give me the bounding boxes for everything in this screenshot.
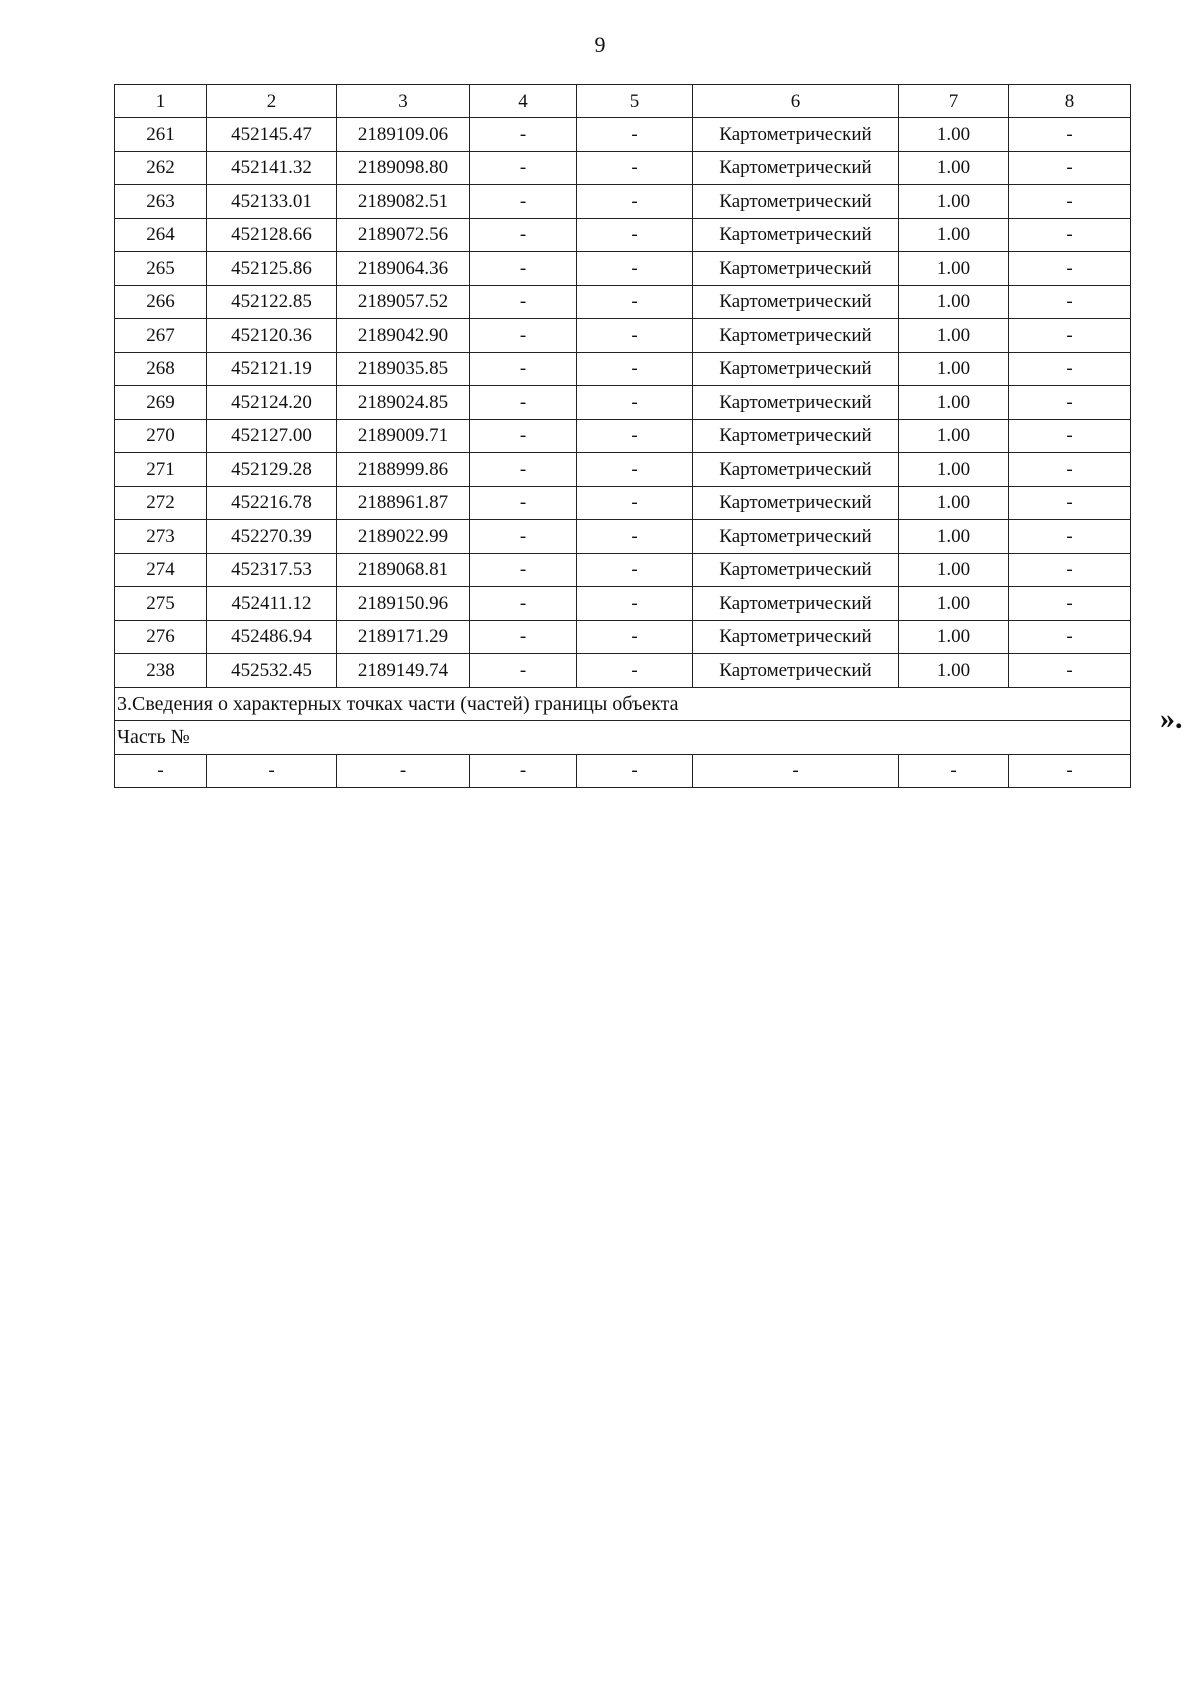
table-cell-col-3: 3 xyxy=(337,85,470,118)
table-cell-col-5: - xyxy=(577,252,693,286)
table-cell-col-4: - xyxy=(470,486,577,520)
table-cell-col-3: 2189082.51 xyxy=(337,185,470,219)
table-cell-col-6: Картометрический xyxy=(693,553,899,587)
table-cell-col-8: - xyxy=(1009,218,1131,252)
table-cell-col-5: - xyxy=(577,319,693,353)
coordinates-table xyxy=(114,84,1131,788)
table-cell-col-3: 2189024.85 xyxy=(337,386,470,420)
table-cell-col-7: 1.00 xyxy=(899,553,1009,587)
table-cell-col-7: 1.00 xyxy=(899,386,1009,420)
table-cell-col-3: 2189149.74 xyxy=(337,654,470,688)
table-cell-col-5: - xyxy=(577,151,693,185)
table-cell-col-8: - xyxy=(1009,252,1131,286)
table-cell-col-6: Картометрический xyxy=(693,285,899,319)
table-cell-col-8: - xyxy=(1009,319,1131,353)
table-cell-col-4: - xyxy=(470,587,577,621)
table-cell-col-2: 452532.45 xyxy=(207,654,337,688)
table-cell-col-8: - xyxy=(1009,754,1131,788)
table-cell-col-5: - xyxy=(577,419,693,453)
table-cell-col-8: - xyxy=(1009,352,1131,386)
table-cell-col-6: Картометрический xyxy=(693,587,899,621)
table-cell-col-7: 1.00 xyxy=(899,419,1009,453)
table-cell-col-5: - xyxy=(577,654,693,688)
table-cell-col-8: - xyxy=(1009,620,1131,654)
table-cell-col-4: - xyxy=(470,118,577,152)
table-cell-col-7: 1.00 xyxy=(899,218,1009,252)
table-cell-col-8: - xyxy=(1009,118,1131,152)
table-cell-col-3: 2188999.86 xyxy=(337,453,470,487)
table-row xyxy=(115,553,1131,587)
table-cell-col-3: 2189035.85 xyxy=(337,352,470,386)
table-cell-col-6: Картометрический xyxy=(693,319,899,353)
table-cell-col-6: Картометрический xyxy=(693,620,899,654)
table-cell-col-1: 273 xyxy=(115,520,207,554)
table-cell-col-8: - xyxy=(1009,419,1131,453)
table-cell-col-1: 267 xyxy=(115,319,207,353)
table-cell-col-6: Картометрический xyxy=(693,486,899,520)
table-cell-col-1: 276 xyxy=(115,620,207,654)
table-cell-col-6: Картометрический xyxy=(693,151,899,185)
table-cell-col-5: - xyxy=(577,587,693,621)
table-cell-col-8: - xyxy=(1009,151,1131,185)
table-cell-col-2: 452122.85 xyxy=(207,285,337,319)
table-cell-col-7: 1.00 xyxy=(899,285,1009,319)
table-cell-col-4: - xyxy=(470,453,577,487)
table-cell-col-7: 1.00 xyxy=(899,185,1009,219)
table-cell-col-8: - xyxy=(1009,486,1131,520)
closing-quote-mark: ». xyxy=(1160,702,1183,735)
table-row xyxy=(115,319,1131,353)
table-cell-col-2: 452317.53 xyxy=(207,553,337,587)
table-cell-col-1: 269 xyxy=(115,386,207,420)
table-cell-col-7: 1.00 xyxy=(899,319,1009,353)
table-cell-col-8: - xyxy=(1009,654,1131,688)
table-cell-col-4: - xyxy=(470,319,577,353)
table-cell-col-3: - xyxy=(337,754,470,788)
table-cell-col-1: 263 xyxy=(115,185,207,219)
section-title-row xyxy=(115,687,1131,721)
part-label-row xyxy=(115,721,1131,755)
table-row xyxy=(115,218,1131,252)
table-cell-col-2: - xyxy=(207,754,337,788)
table-cell-col-3: 2189064.36 xyxy=(337,252,470,286)
table-cell-col-1: 274 xyxy=(115,553,207,587)
table-cell-col-8: 8 xyxy=(1009,85,1131,118)
table-row xyxy=(115,486,1131,520)
table-cell-col-1: 238 xyxy=(115,654,207,688)
table-cell-col-3: 2189072.56 xyxy=(337,218,470,252)
table-cell-col-3: 2189068.81 xyxy=(337,553,470,587)
table-cell-col-5: 5 xyxy=(577,85,693,118)
table-cell-col-5: - xyxy=(577,520,693,554)
table-cell-col-5: - xyxy=(577,453,693,487)
table-cell-col-4: 4 xyxy=(470,85,577,118)
table-cell-col-2: 452124.20 xyxy=(207,386,337,420)
table-cell-col-7: 7 xyxy=(899,85,1009,118)
table-cell-col-3: 2189171.29 xyxy=(337,620,470,654)
table-cell-col-1: 272 xyxy=(115,486,207,520)
table-cell-col-2: 452133.01 xyxy=(207,185,337,219)
table-cell-col-4: - xyxy=(470,252,577,286)
table-cell-col-2: 452125.86 xyxy=(207,252,337,286)
table-cell-col-2: 2 xyxy=(207,85,337,118)
table-cell-col-8: - xyxy=(1009,553,1131,587)
table-cell-col-3: 2189057.52 xyxy=(337,285,470,319)
table-cell-col-3: 2188961.87 xyxy=(337,486,470,520)
table-cell-col-1: 1 xyxy=(115,85,207,118)
table-row xyxy=(115,620,1131,654)
table-row xyxy=(115,654,1131,688)
table-cell-col-6: - xyxy=(693,754,899,788)
table-cell-col-4: - xyxy=(470,419,577,453)
table-row xyxy=(115,520,1131,554)
table-row xyxy=(115,185,1131,219)
table-cell-col-7: 1.00 xyxy=(899,620,1009,654)
table-cell-col-8: - xyxy=(1009,386,1131,420)
table-cell-col-2: 452216.78 xyxy=(207,486,337,520)
table-cell-col-2: 452128.66 xyxy=(207,218,337,252)
table-cell-col-2: 452129.28 xyxy=(207,453,337,487)
table-cell-col-7: 1.00 xyxy=(899,118,1009,152)
table-row xyxy=(115,352,1131,386)
table-row xyxy=(115,118,1131,152)
table-row xyxy=(115,151,1131,185)
table-cell-col-3: 2189009.71 xyxy=(337,419,470,453)
table-cell-col-1: 266 xyxy=(115,285,207,319)
table-cell-col-4: - xyxy=(470,754,577,788)
table-cell-col-5: - xyxy=(577,118,693,152)
table-cell-col-3: 2189098.80 xyxy=(337,151,470,185)
table-cell-col-4: - xyxy=(470,654,577,688)
table-cell-col-3: 2189109.06 xyxy=(337,118,470,152)
table-row xyxy=(115,285,1131,319)
table-cell-col-2: 452145.47 xyxy=(207,118,337,152)
table-cell-col-7: 1.00 xyxy=(899,151,1009,185)
table-row xyxy=(115,419,1131,453)
table-empty-row xyxy=(115,754,1131,788)
table-cell-col-5: - xyxy=(577,185,693,219)
table-cell-col-8: - xyxy=(1009,520,1131,554)
table-body xyxy=(115,85,1131,788)
table-cell-col-7: 1.00 xyxy=(899,654,1009,688)
table-cell-col-3: 2189150.96 xyxy=(337,587,470,621)
table-cell-col-1: 261 xyxy=(115,118,207,152)
table-cell-col-4: - xyxy=(470,520,577,554)
table-cell-col-5: - xyxy=(577,352,693,386)
page-number: 9 xyxy=(594,32,606,57)
table-row xyxy=(115,453,1131,487)
table-header-row xyxy=(115,85,1131,118)
table-cell-col-1: - xyxy=(115,754,207,788)
table-cell-col-6: Картометрический xyxy=(693,352,899,386)
table-cell-col-2: 452270.39 xyxy=(207,520,337,554)
table-cell-col-6: Картометрический xyxy=(693,118,899,152)
table-cell-col-2: 452120.36 xyxy=(207,319,337,353)
table-cell-col-5: - xyxy=(577,486,693,520)
table-cell-col-6: Картометрический xyxy=(693,520,899,554)
table-cell-col-3: 2189022.99 xyxy=(337,520,470,554)
table-cell-col-6: Картометрический xyxy=(693,453,899,487)
table-cell-col-4: - xyxy=(470,620,577,654)
table-cell-col-6: Картометрический xyxy=(693,386,899,420)
table-cell-col-8: - xyxy=(1009,453,1131,487)
table-cell-col-6: 6 xyxy=(693,85,899,118)
table-cell-col-1: 268 xyxy=(115,352,207,386)
table-cell-col-6: Картометрический xyxy=(693,654,899,688)
table-cell-col-7: 1.00 xyxy=(899,520,1009,554)
table-cell-col-2: 452141.32 xyxy=(207,151,337,185)
table-cell-col-4: - xyxy=(470,386,577,420)
table-cell-col-1: 271 xyxy=(115,453,207,487)
table-cell-col-5: - xyxy=(577,386,693,420)
table-cell-col-5: - xyxy=(577,553,693,587)
table-cell-col-1: 265 xyxy=(115,252,207,286)
table-cell-col-4: - xyxy=(470,218,577,252)
table-cell-col-4: - xyxy=(470,151,577,185)
table-cell-col-6: Картометрический xyxy=(693,185,899,219)
table-cell-col-1: 275 xyxy=(115,587,207,621)
table-cell-col-3: 2189042.90 xyxy=(337,319,470,353)
table-cell-col-2: 452486.94 xyxy=(207,620,337,654)
table-cell-col-7: 1.00 xyxy=(899,352,1009,386)
table-cell-col-7: 1.00 xyxy=(899,252,1009,286)
table-cell-col-6: Картометрический xyxy=(693,419,899,453)
table-cell-col-7: 1.00 xyxy=(899,587,1009,621)
table-cell-col-4: - xyxy=(470,185,577,219)
table-cell-col-4: - xyxy=(470,352,577,386)
table-cell-col-7: 1.00 xyxy=(899,486,1009,520)
table-cell-col-2: 452127.00 xyxy=(207,419,337,453)
table-cell-col-5: - xyxy=(577,218,693,252)
table-cell-col-1: 262 xyxy=(115,151,207,185)
table-cell-col-5: - xyxy=(577,285,693,319)
table-cell-col-4: - xyxy=(470,553,577,587)
table-cell-col-4: - xyxy=(470,285,577,319)
table-row xyxy=(115,386,1131,420)
table-cell-col-6: Картометрический xyxy=(693,252,899,286)
table-cell-col-8: - xyxy=(1009,285,1131,319)
table-row xyxy=(115,252,1131,286)
part-label-row-text: Часть № xyxy=(115,721,1131,755)
table-cell-col-5: - xyxy=(577,620,693,654)
table-cell-col-1: 264 xyxy=(115,218,207,252)
table-cell-col-1: 270 xyxy=(115,419,207,453)
table-cell-col-2: 452121.19 xyxy=(207,352,337,386)
table-cell-col-7: 1.00 xyxy=(899,453,1009,487)
table-cell-col-2: 452411.12 xyxy=(207,587,337,621)
table-cell-col-8: - xyxy=(1009,587,1131,621)
section-title-row-text: 3.Сведения о характерных точках части (частей) границы объекта xyxy=(115,687,1131,721)
table-row xyxy=(115,587,1131,621)
table-cell-col-8: - xyxy=(1009,185,1131,219)
table-cell-col-6: Картометрический xyxy=(693,218,899,252)
table-cell-col-5: - xyxy=(577,754,693,788)
table-cell-col-7: - xyxy=(899,754,1009,788)
